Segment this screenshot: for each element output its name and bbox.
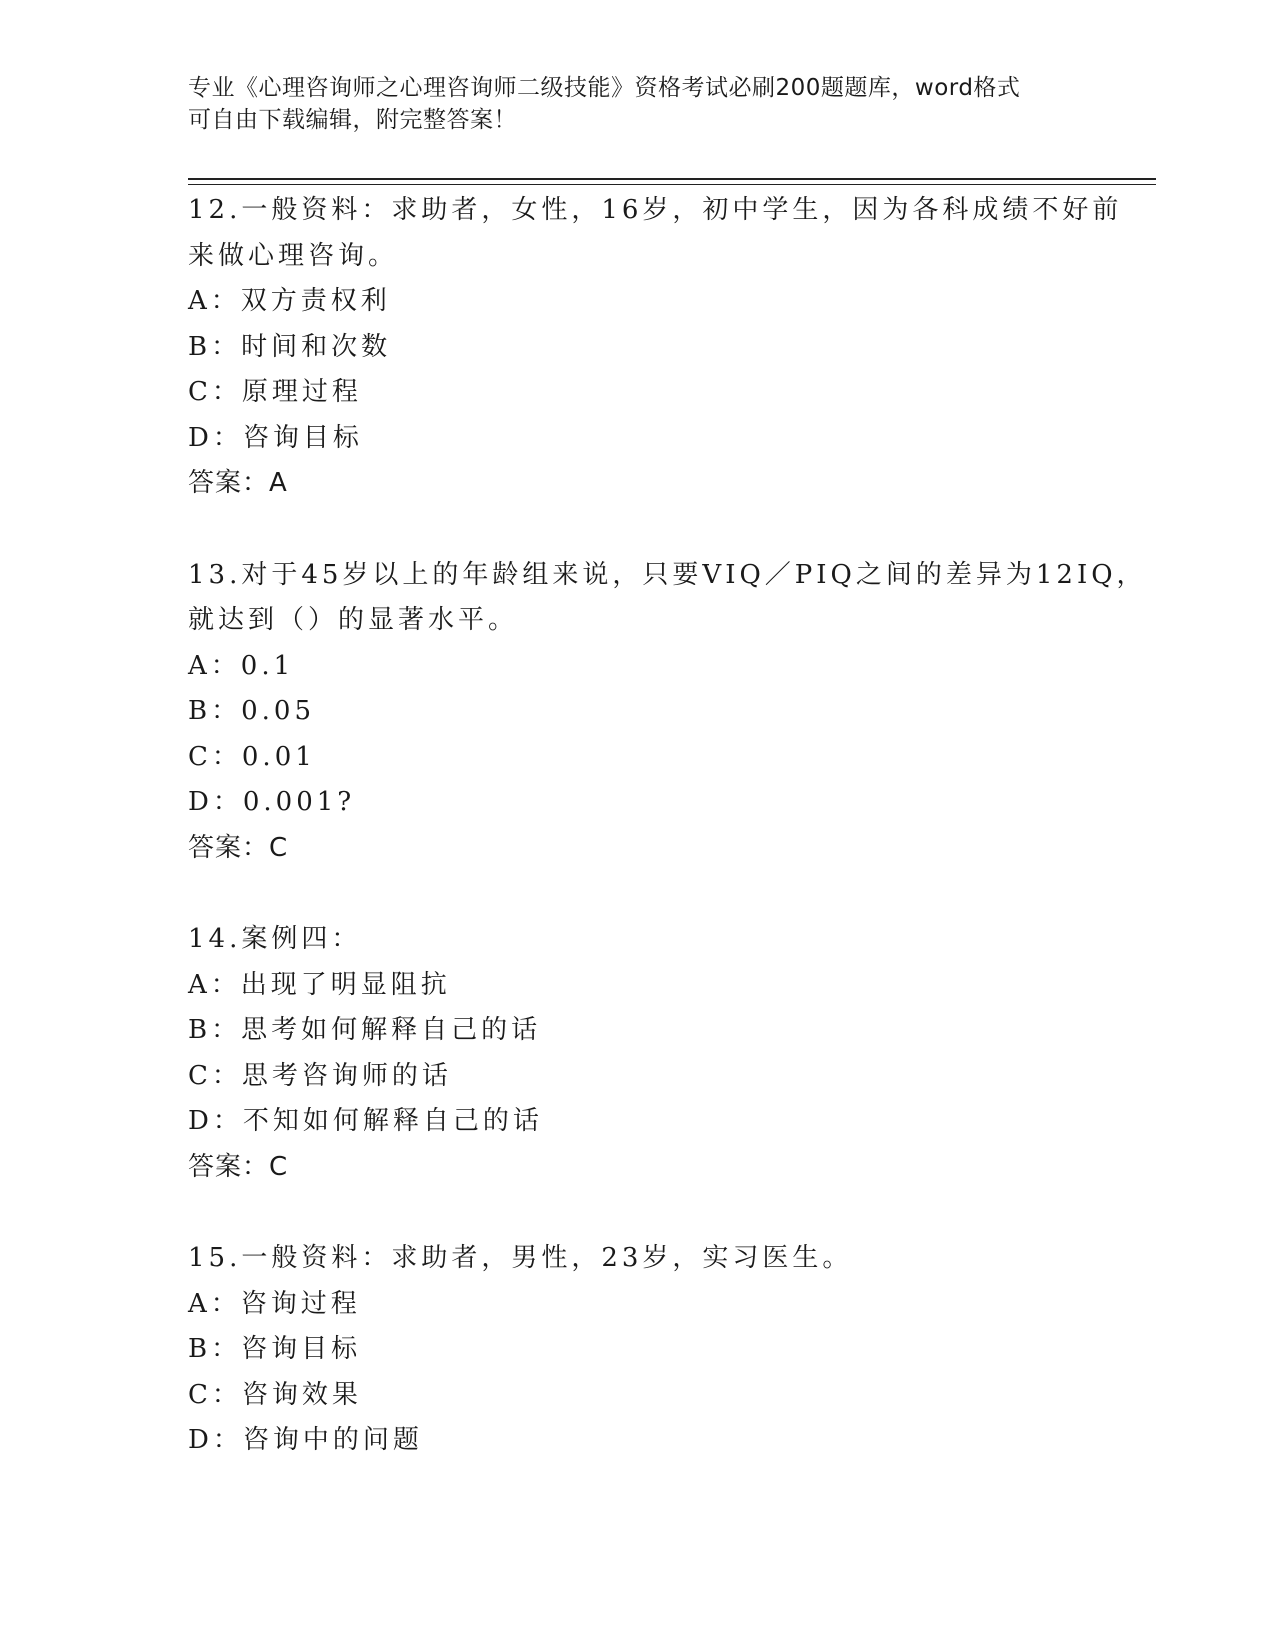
option-a: A：咨询过程 [188, 1288, 361, 1319]
option-b: B：时间和次数 [188, 331, 392, 362]
question-text-line: 13.对于45岁以上的年龄组来说，只要VIQ／PIQ之间的差异为12IQ， [188, 559, 1147, 590]
header-divider-thin [188, 184, 1156, 185]
option-b: B：思考如何解释自己的话 [188, 1015, 542, 1045]
question-text-line: 12.一般资料：求助者，女性，16岁，初中学生，因为各科成绩不好前 [188, 195, 1123, 225]
option-d: D：不知如何解释自己的话 [188, 1106, 543, 1136]
question-text-line: 14.案例四： [188, 924, 362, 954]
question-15 [188, 1236, 1128, 1464]
answer-line: 答案：C [188, 832, 289, 863]
option-a: A：双方责权利 [188, 286, 391, 316]
option-d: D：咨询中的问题 [188, 1425, 423, 1455]
option-c: C：咨询效果 [188, 1379, 362, 1410]
option-a: A：0.1 [188, 650, 295, 681]
question-12 [188, 188, 1128, 507]
spacer [188, 871, 1128, 917]
answer-line: 答案：C [188, 1151, 289, 1182]
header-line-1: 专业《心理咨询师之心理咨询师二级技能》资格考试必刷200题题库，word格式 [188, 75, 1021, 101]
option-b: B：咨询目标 [188, 1334, 362, 1364]
answer-line: 答案：A [188, 468, 288, 498]
option-c: C：0.01 [188, 741, 316, 772]
header-line-2: 可自由下载编辑，附完整答案！ [188, 107, 517, 133]
spacer [188, 1190, 1128, 1236]
header-divider-thick [188, 178, 1156, 180]
option-c: C：原理过程 [188, 377, 362, 407]
option-a: A：出现了明显阻抗 [188, 969, 451, 1000]
option-c: C：思考咨询师的话 [188, 1060, 452, 1091]
document-header [188, 72, 1088, 136]
spacer [188, 507, 1128, 553]
option-d: D：咨询目标 [188, 422, 363, 453]
question-text-line: 来做心理咨询。 [188, 240, 399, 271]
question-14 [188, 917, 1128, 1190]
question-text-line: 15.一般资料：求助者，男性，23岁，实习医生。 [188, 1243, 853, 1273]
question-list [188, 188, 1147, 1464]
question-13 [188, 553, 1147, 872]
question-text-line: 就达到（）的显著水平。 [188, 605, 519, 635]
option-b: B：0.05 [188, 696, 315, 726]
option-d: D：0.001? [188, 787, 356, 817]
